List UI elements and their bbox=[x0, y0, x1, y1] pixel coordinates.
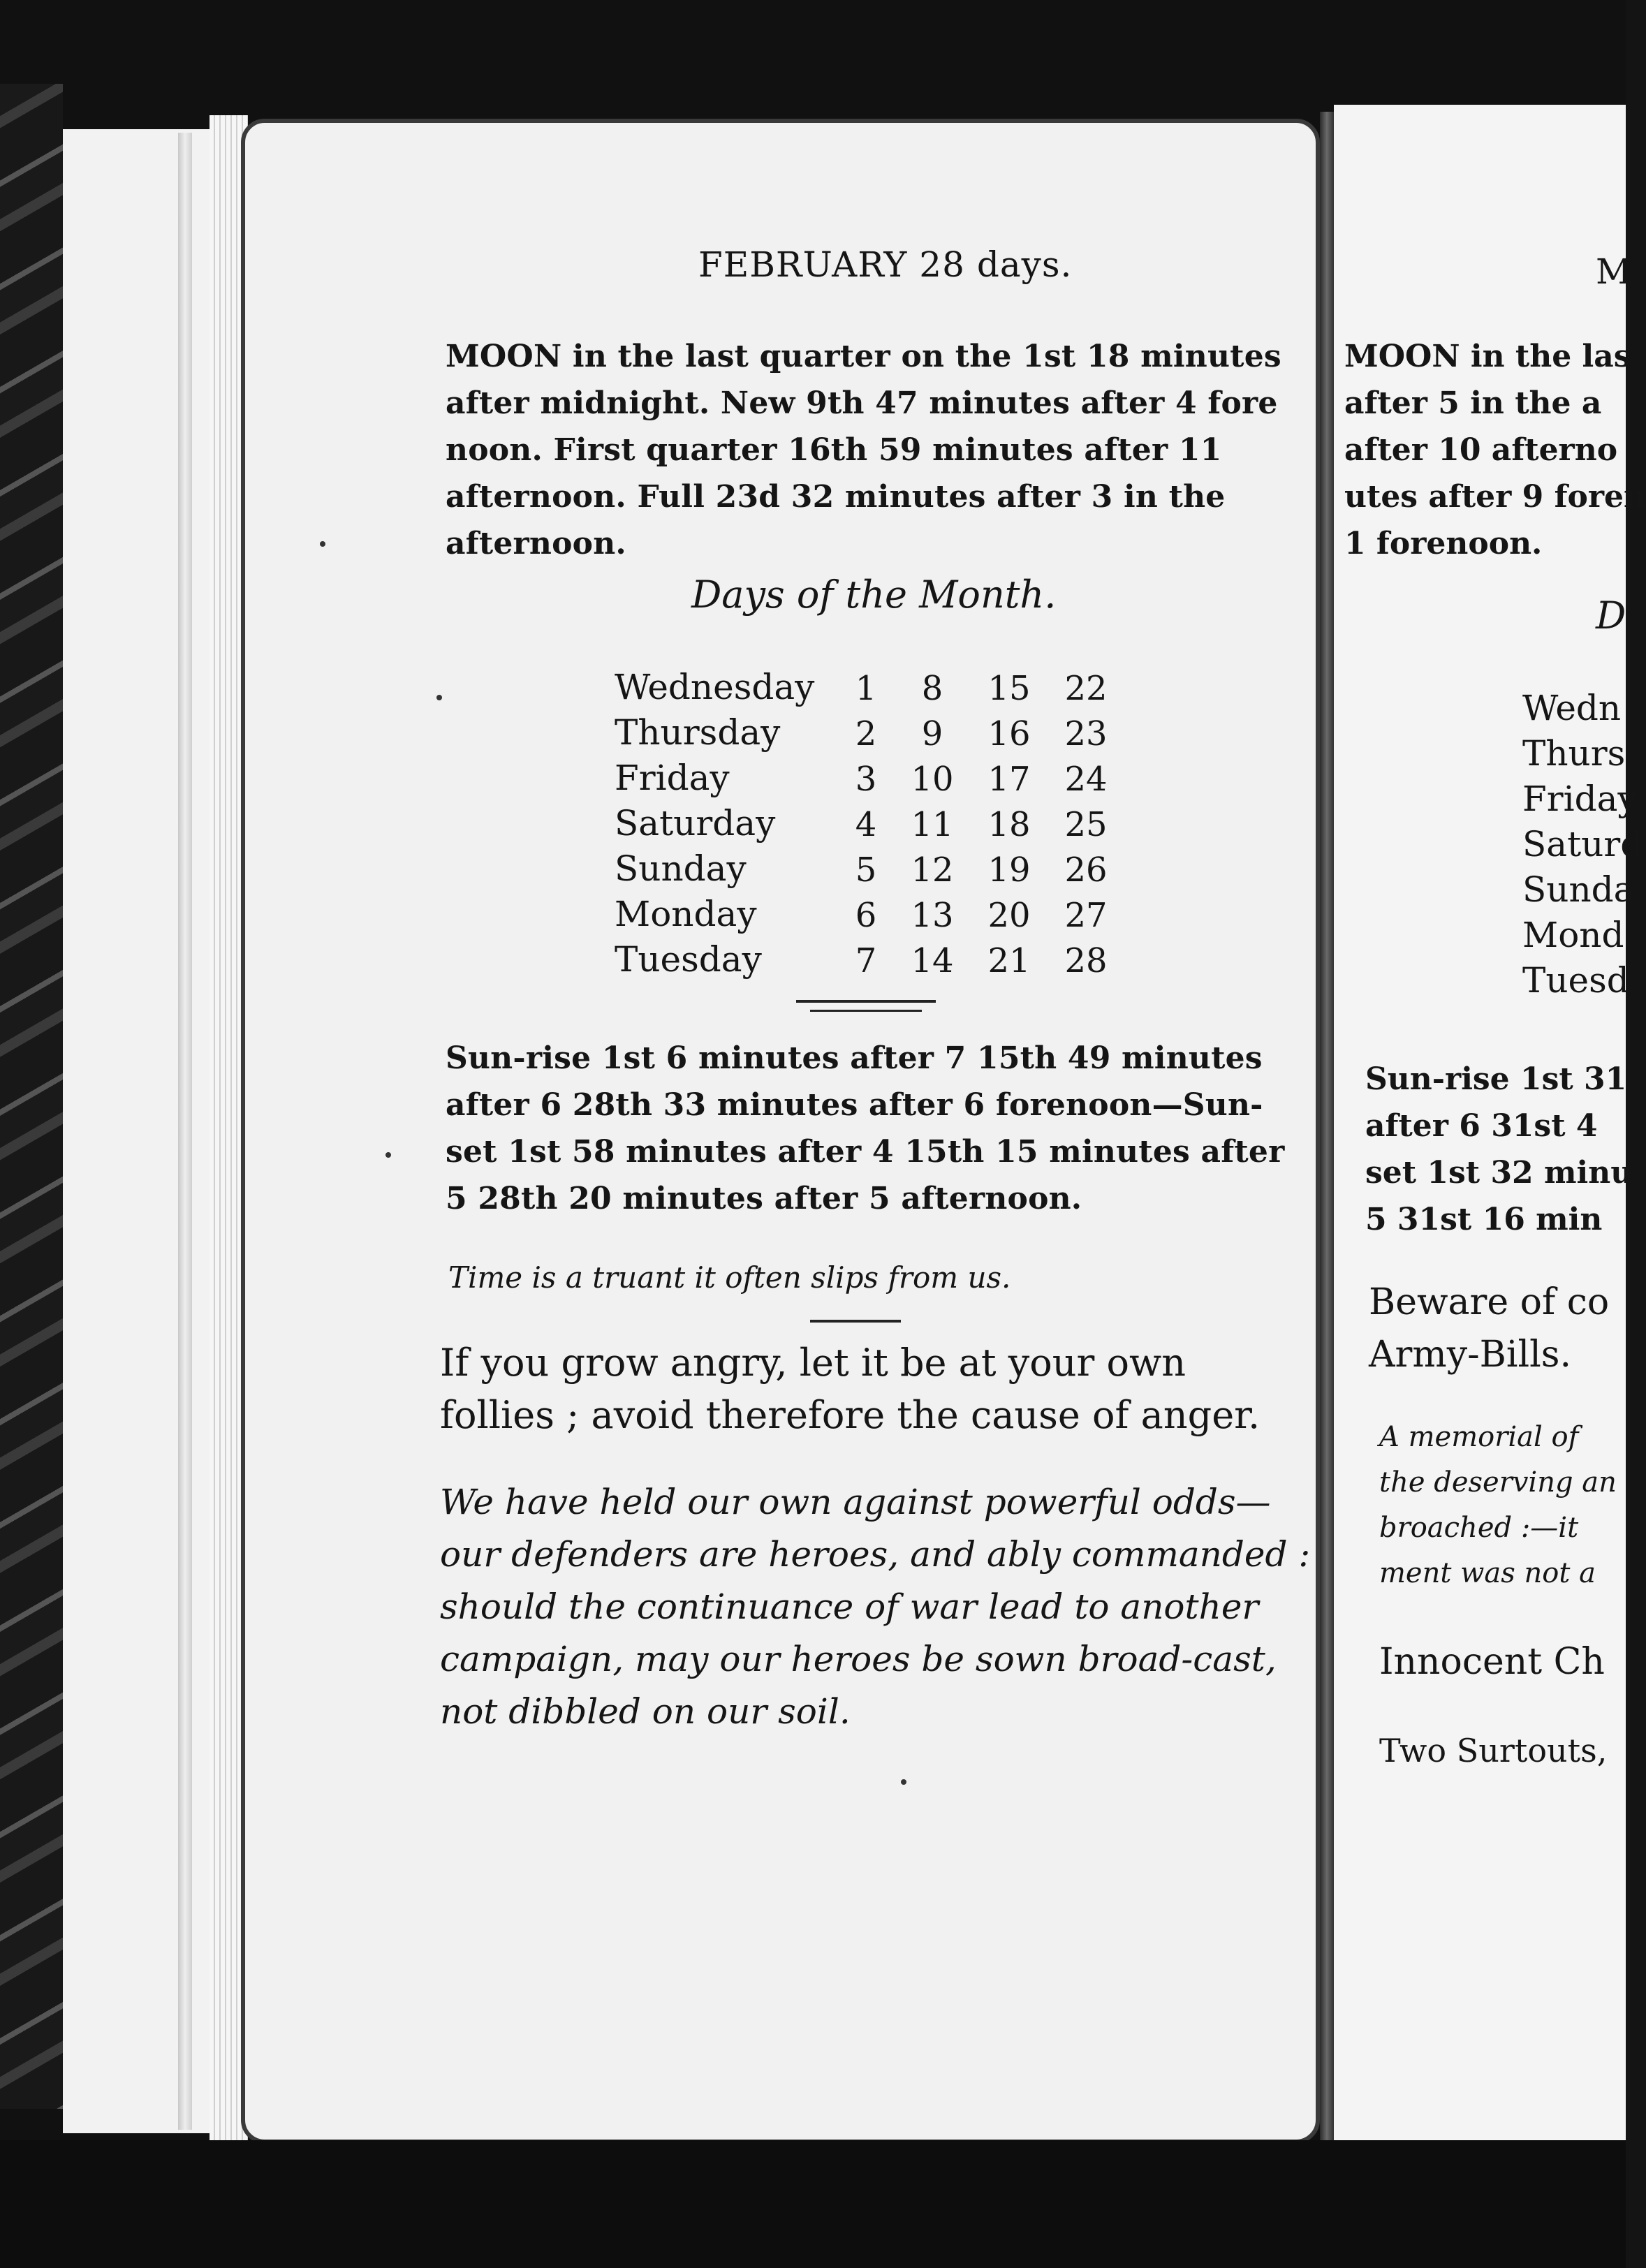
date-cell: 21 bbox=[987, 941, 1031, 980]
date-cell: 17 bbox=[987, 760, 1031, 799]
right-memorial-line: the deserving an bbox=[1379, 1466, 1617, 1498]
date-cell: 3 bbox=[855, 760, 877, 799]
date-cell: 10 bbox=[911, 760, 954, 799]
right-innocent-line: Innocent Ch bbox=[1379, 1641, 1605, 1683]
day-name: Monday bbox=[615, 894, 757, 934]
date-cell: 23 bbox=[1064, 714, 1108, 753]
right-moon-line: after 5 in the a bbox=[1344, 385, 1602, 421]
italic-line: not dibbled on our soil. bbox=[440, 1691, 851, 1732]
right-sun-line: Sun-rise 1st 31 bbox=[1365, 1061, 1627, 1097]
date-cell: 6 bbox=[855, 896, 877, 935]
date-cell: 25 bbox=[1064, 805, 1108, 844]
motto: Time is a truant it often slips from us. bbox=[448, 1260, 1011, 1295]
italic-line: our defenders are heroes, and ably commanded : bbox=[440, 1534, 1311, 1575]
right-day-name: Sunda bbox=[1522, 869, 1635, 910]
right-day-name: Tuesd bbox=[1522, 960, 1629, 1001]
right-days-heading-fragment: D bbox=[1596, 594, 1626, 638]
date-cell: 9 bbox=[921, 714, 943, 753]
right-sun-line: 5 31st 16 min bbox=[1365, 1202, 1603, 1237]
sun-line: after 6 28th 33 minutes after 6 forenoon—Sun- bbox=[446, 1087, 1263, 1123]
ink-speck bbox=[320, 541, 325, 547]
ink-speck bbox=[901, 1779, 906, 1785]
day-name: Wednesday bbox=[615, 667, 815, 707]
date-cell: 5 bbox=[855, 850, 877, 890]
right-memorial-line: A memorial of bbox=[1379, 1421, 1579, 1453]
page-title: FEBRUARY 28 days. bbox=[698, 244, 1073, 285]
right-moon-line: utes after 9 foren bbox=[1344, 479, 1646, 515]
date-cell: 28 bbox=[1064, 941, 1108, 980]
date-cell: 15 bbox=[987, 669, 1031, 708]
date-cell: 8 bbox=[921, 669, 943, 708]
right-sun-line: after 6 31st 4 bbox=[1365, 1108, 1598, 1144]
date-cell: 4 bbox=[855, 805, 877, 844]
right-title-fragment: M bbox=[1596, 251, 1632, 292]
day-name: Sunday bbox=[615, 848, 747, 889]
bottom-dark-band bbox=[0, 2140, 1626, 2268]
date-cell: 16 bbox=[987, 714, 1031, 753]
date-cell: 22 bbox=[1064, 669, 1108, 708]
book-gutter bbox=[1320, 112, 1334, 2151]
moon-line: afternoon. bbox=[446, 526, 626, 561]
right-day-name: Friday bbox=[1522, 779, 1638, 819]
date-cell: 11 bbox=[911, 805, 954, 844]
marbled-cover bbox=[0, 84, 63, 2109]
moon-line: afternoon. Full 23d 32 minutes after 3 in the bbox=[446, 479, 1226, 515]
ink-speck bbox=[385, 1152, 391, 1158]
right-moon-line: after 10 afterno bbox=[1344, 432, 1618, 468]
right-day-name: Thurs bbox=[1522, 733, 1626, 774]
day-name: Saturday bbox=[615, 803, 776, 844]
right-surtouts-line: Two Surtouts, bbox=[1379, 1732, 1608, 1769]
sun-line: 5 28th 20 minutes after 5 afternoon. bbox=[446, 1181, 1082, 1216]
date-cell: 14 bbox=[911, 941, 954, 980]
date-cell: 7 bbox=[855, 941, 877, 980]
right-sun-line: set 1st 32 minu bbox=[1365, 1155, 1633, 1191]
date-cell: 27 bbox=[1064, 896, 1108, 935]
date-cell: 19 bbox=[987, 850, 1031, 890]
date-cell: 2 bbox=[855, 714, 877, 753]
day-name: Friday bbox=[615, 758, 730, 798]
day-name: Tuesday bbox=[615, 939, 762, 980]
moon-line: MOON in the last quarter on the 1st 18 minutes bbox=[446, 339, 1281, 374]
maxim-line: If you grow angry, let it be at your own bbox=[440, 1341, 1186, 1385]
date-cell: 24 bbox=[1064, 760, 1108, 799]
ink-speck bbox=[436, 695, 442, 700]
date-cell: 18 bbox=[987, 805, 1031, 844]
right-moon-line: MOON in the las bbox=[1344, 339, 1631, 374]
date-cell: 1 bbox=[855, 669, 877, 708]
maxim-line: follies ; avoid therefore the cause of anger. bbox=[440, 1393, 1261, 1437]
day-name: Thursday bbox=[615, 712, 781, 753]
cover-edge bbox=[178, 133, 192, 2130]
right-day-name: Saturd bbox=[1522, 824, 1643, 864]
right-beware-line: Beware of co bbox=[1369, 1281, 1610, 1323]
right-memorial-line: ment was not a bbox=[1379, 1557, 1596, 1589]
italic-line: campaign, may our heroes be sown broad-cast, bbox=[440, 1639, 1277, 1679]
date-cell: 26 bbox=[1064, 850, 1108, 890]
days-heading: Days of the Month. bbox=[691, 573, 1057, 617]
left-page bbox=[241, 119, 1320, 2144]
sun-line: Sun-rise 1st 6 minutes after 7 15th 49 minutes bbox=[446, 1040, 1263, 1076]
calendar-rule bbox=[796, 1000, 936, 1003]
moon-line: noon. First quarter 16th 59 minutes after 11 bbox=[446, 432, 1222, 468]
right-beware-line: Army-Bills. bbox=[1369, 1334, 1571, 1376]
right-day-name: Wedn bbox=[1522, 688, 1622, 728]
motto-rule bbox=[810, 1320, 901, 1323]
sun-line: set 1st 58 minutes after 4 15th 15 minutes after bbox=[446, 1134, 1285, 1170]
date-cell: 12 bbox=[911, 850, 954, 890]
date-cell: 13 bbox=[911, 896, 954, 935]
right-day-name: Mond bbox=[1522, 915, 1624, 955]
date-cell: 20 bbox=[987, 896, 1031, 935]
right-moon-line: 1 forenoon. bbox=[1344, 526, 1543, 561]
italic-line: We have held our own against powerful odds— bbox=[440, 1482, 1271, 1522]
moon-line: after midnight. New 9th 47 minutes after 4 fore bbox=[446, 385, 1278, 421]
right-memorial-line: broached :—it bbox=[1379, 1512, 1579, 1544]
calendar-rule bbox=[810, 1010, 922, 1012]
italic-line: should the continuance of war lead to another bbox=[440, 1586, 1259, 1627]
